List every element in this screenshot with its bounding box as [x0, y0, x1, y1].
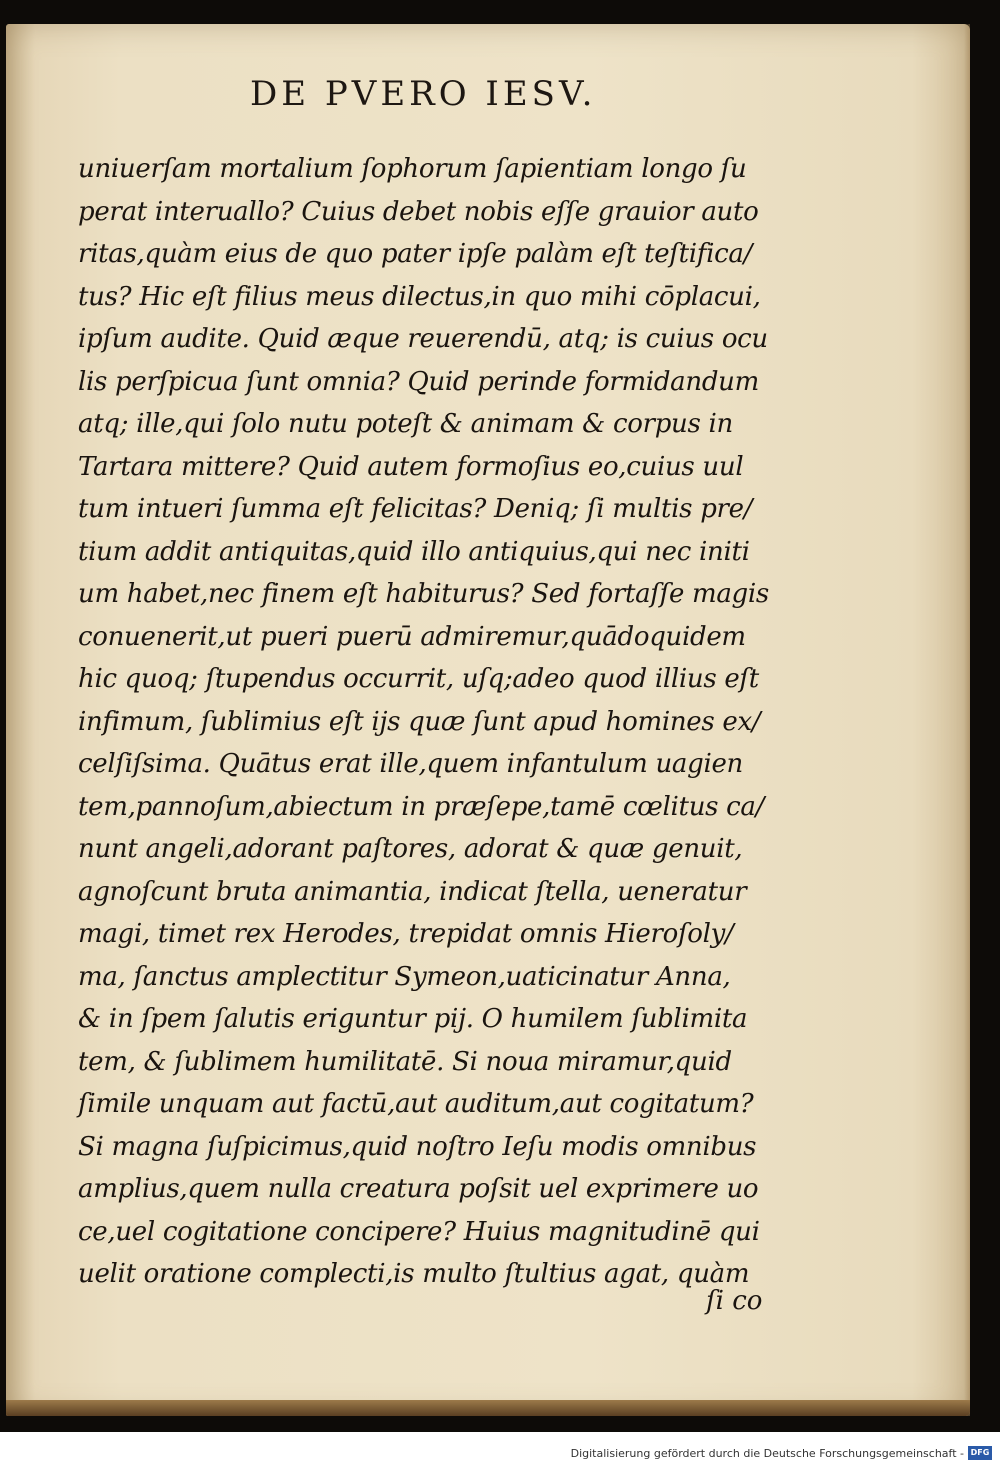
text-line: tus? Hic eſt filius meus dilectus,in quo mihi cōplacui,	[78, 281, 761, 312]
catchword: ſi co	[706, 1286, 763, 1316]
text-line: uniuerſam mortalium ſophorum ſapientiam longo ſu	[78, 154, 747, 184]
page-bottom-edge	[6, 1400, 970, 1416]
text-line: agnoſcunt bruta animantia, indicat ſtella, ueneratur	[78, 876, 747, 907]
text-line: atq; ille,qui ſolo nutu poteſt & animam & corpus in	[78, 409, 733, 439]
digitization-credit: Digitalisierung gefördert durch die Deutsche Forschungsgemeinschaft -	[570, 1447, 964, 1460]
text-line: Tartara mittere? Quid autem formoſius eo,cuius uul	[78, 451, 744, 482]
dfg-logo-icon: DFG	[968, 1446, 992, 1460]
text-line: nunt angeli,adorant paſtores, adorat & quæ genuit,	[78, 834, 743, 864]
text-line: ipſum audite. Quid æque reuerendū, atq; is cuius ocu	[78, 324, 768, 354]
running-head: DE PVERO IESV.	[250, 74, 597, 114]
text-line: tem, & ſublimem humilitatē. Si noua miramur,quid	[78, 1046, 732, 1077]
text-line: conuenerit,ut pueri puerū admiremur,quādoquidem	[78, 621, 746, 652]
page-edge	[964, 24, 970, 1416]
text-line: Si magna ſuſpicimus,quid noſtro Ieſu modis omnibus	[78, 1131, 757, 1162]
text-line: tem,pannoſum,abiectum in præſepe,tamē cœlitus ca/	[78, 791, 765, 822]
text-line: magi, timet rex Herodes, trepidat omnis Hieroſoly/	[78, 919, 734, 949]
text-line: amplius,quem nulla creatura poſsit uel exprimere uo	[78, 1174, 759, 1204]
text-line: hic quoq; ſtupendus occurrit, uſq;adeo quod illius eſt	[78, 664, 759, 694]
text-line: perat interuallo? Cuius debet nobis eſſe grauior auto	[78, 196, 759, 227]
body-text	[78, 148, 778, 1296]
text-line: ritas,quàm eius de quo pater ipſe palàm eſt teſtifica/	[78, 239, 753, 269]
text-line: celſiſsima. Quātus erat ille,quem infantulum uagien	[78, 749, 743, 779]
text-line: tum intueri ſumma eſt felicitas? Deniq; ſi multis pre/	[78, 494, 753, 524]
text-line: uelit oratione complecti,is multo ſtultius agat, quàm	[78, 1259, 750, 1289]
text-line: um habet,nec finem eſt habiturus? Sed fortaſſe magis	[78, 579, 769, 609]
text-line: lis perſpicua ſunt omnia? Quid perinde formidandum	[78, 366, 759, 397]
text-line: tium addit antiquitas,quid illo antiquius,qui nec initi	[78, 536, 750, 567]
text-line: ce,uel cogitatione concipere? Huius magnitudinē qui	[78, 1216, 760, 1247]
text-line: infimum, ſublimius eſt ijs quæ ſunt apud homines ex/	[78, 706, 761, 737]
text-line: ſimile unquam aut factū,aut auditum,aut cogitatum?	[78, 1089, 754, 1119]
book-page	[6, 24, 970, 1416]
text-line: ma, ſanctus amplectitur Symeon,uaticinatur Anna,	[78, 961, 731, 992]
text-line: & in ſpem ſalutis eriguntur pij. O humilem ſublimita	[78, 1004, 748, 1034]
